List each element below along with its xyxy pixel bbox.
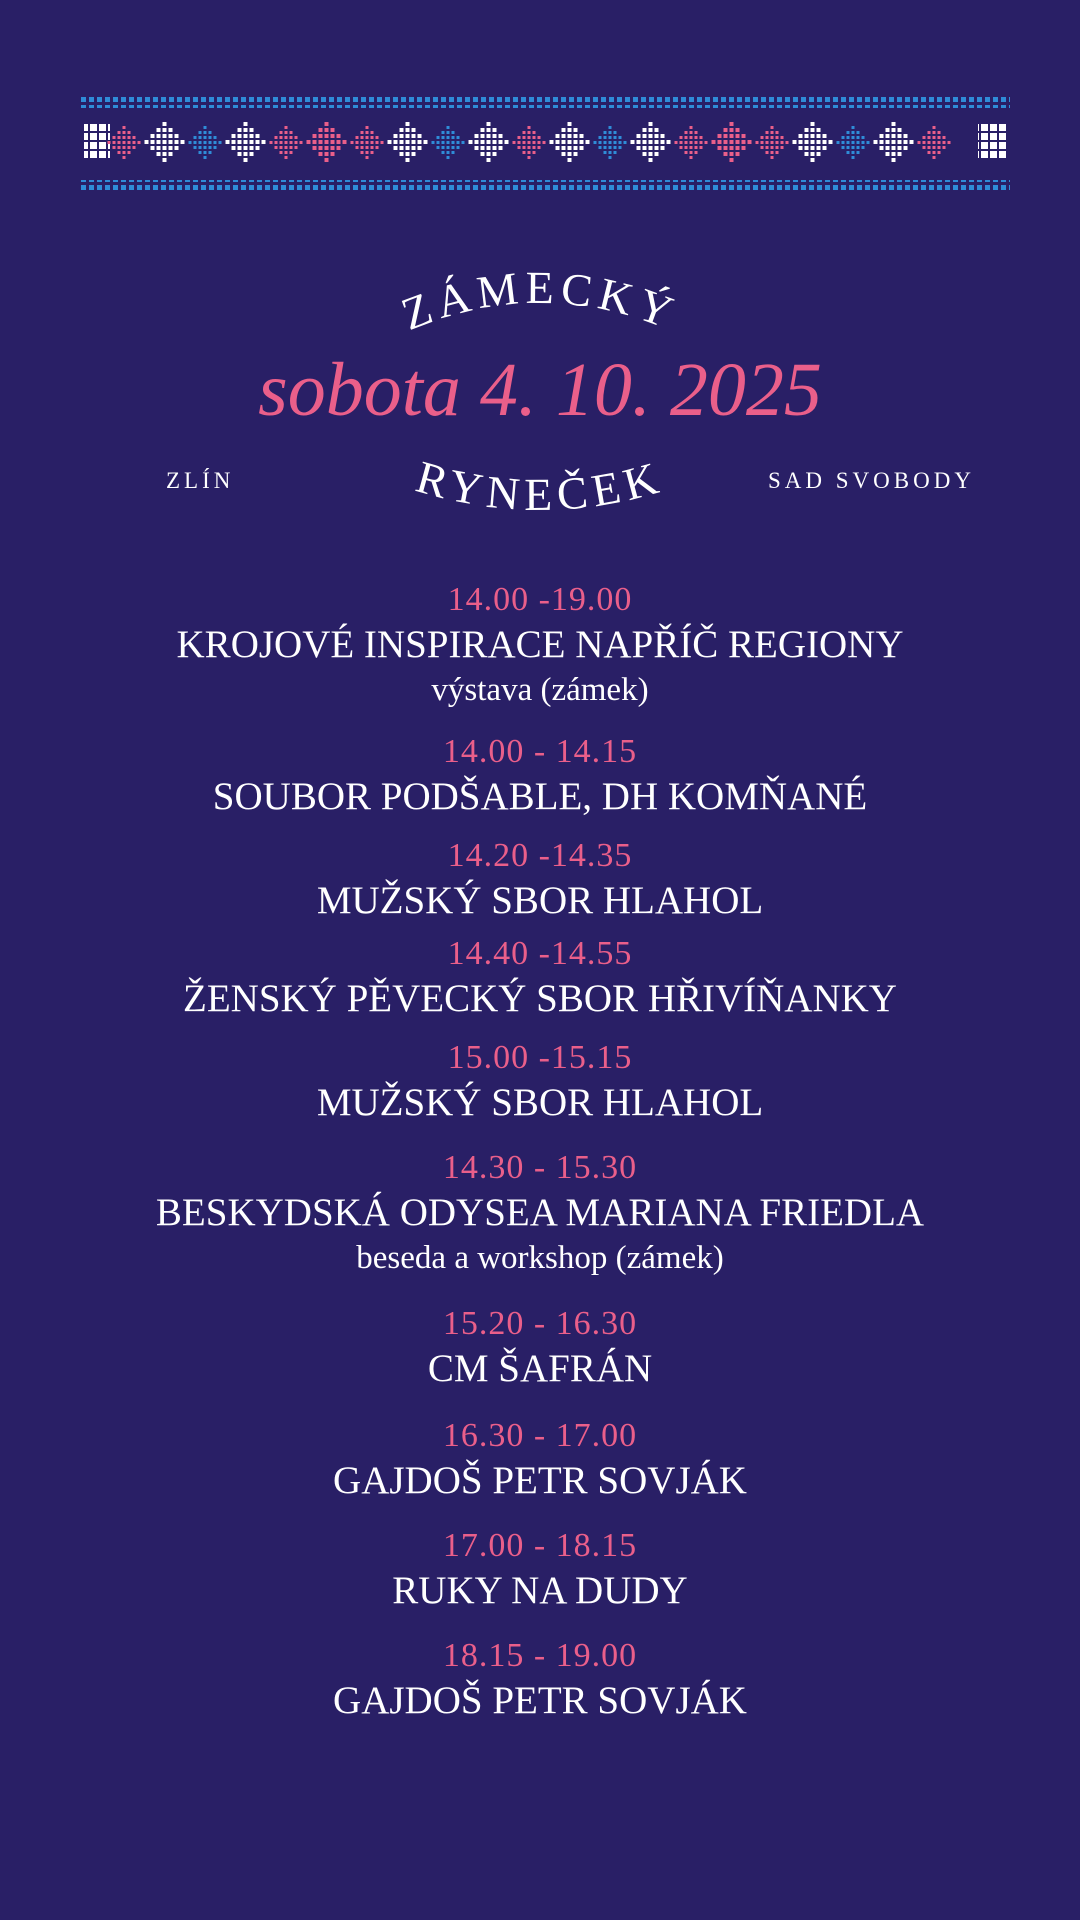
program-time: 15.20 - 16.30 bbox=[442, 1305, 638, 1342]
embroidery-motif-icon bbox=[631, 122, 671, 162]
program-note: výstava (zámek) bbox=[431, 672, 649, 708]
embroidery-motif-icon bbox=[108, 126, 141, 159]
title-bottom-text: RYNEČEK bbox=[410, 450, 669, 521]
program-title: RUKY NA DUDY bbox=[392, 1569, 688, 1612]
venue-label: SAD SVOBODY bbox=[768, 468, 975, 493]
embroidery-motif-icon bbox=[837, 126, 870, 159]
program-time: 14.30 - 15.30 bbox=[442, 1149, 638, 1186]
embroidery-motif-icon bbox=[513, 126, 546, 159]
program-title: GAJDOŠ PETR SOVJÁK bbox=[333, 1679, 747, 1722]
program-title: ŽENSKÝ PĚVECKÝ SBOR HŘIVÍŇANKY bbox=[183, 977, 897, 1020]
program-time: 16.30 - 17.00 bbox=[442, 1417, 638, 1454]
embroidery-motif-icon bbox=[675, 126, 708, 159]
city-label: ZLÍN bbox=[166, 468, 235, 493]
program-time: 14.00 -19.00 bbox=[447, 581, 633, 618]
program-time: 18.15 - 19.00 bbox=[442, 1637, 638, 1674]
program-item bbox=[0, 932, 1080, 1022]
event-date: sobota 4. 10. 2025 bbox=[258, 348, 822, 432]
embroidery-motif-icon bbox=[270, 126, 303, 159]
program-time: 14.00 - 14.15 bbox=[442, 733, 638, 770]
title-top-text: ZÁMECKÝ bbox=[394, 261, 686, 340]
program-title: GAJDOŠ PETR SOVJÁK bbox=[333, 1459, 747, 1502]
program-time: 15.00 -15.15 bbox=[447, 1039, 633, 1076]
program-item bbox=[0, 730, 1080, 820]
program-item bbox=[0, 1414, 1080, 1504]
embroidery-motif-icon bbox=[594, 126, 627, 159]
embroidery-motif-icon bbox=[307, 122, 347, 162]
program-time: 14.20 -14.35 bbox=[447, 837, 633, 874]
embroidery-motif-icon bbox=[189, 126, 222, 159]
embroidery-motif-icon bbox=[712, 122, 752, 162]
program-item bbox=[0, 578, 1080, 712]
embroidery-motif-icon bbox=[469, 122, 509, 162]
embroidery-motif-icon bbox=[226, 122, 266, 162]
embroidery-motif-icon bbox=[432, 126, 465, 159]
program-note: beseda a workshop (zámek) bbox=[356, 1240, 724, 1276]
embroidery-motif-icon bbox=[388, 122, 428, 162]
folk-embroidery-border-icon bbox=[80, 96, 1010, 192]
program-title: KROJOVÉ INSPIRACE NAPŘÍČ REGIONY bbox=[176, 623, 904, 666]
embroidery-motif-icon bbox=[550, 122, 590, 162]
svg-text:RYNEČEK bbox=[411, 451, 669, 520]
embroidery-motif-icon bbox=[145, 122, 185, 162]
program-time: 17.00 - 18.15 bbox=[442, 1527, 638, 1564]
svg-text:ZÁMECKÝ bbox=[395, 262, 685, 340]
program-time: 14.40 -14.55 bbox=[447, 935, 633, 972]
program-item bbox=[0, 1036, 1080, 1126]
title-bottom-arc bbox=[300, 440, 780, 560]
program-title: CM ŠAFRÁN bbox=[427, 1347, 653, 1390]
program-title: SOUBOR PODŠABLE, DH KOMŇANÉ bbox=[212, 775, 868, 818]
program-item bbox=[0, 1302, 1080, 1392]
program-item bbox=[0, 1146, 1080, 1280]
program-item bbox=[0, 1524, 1080, 1614]
embroidery-motif-icon bbox=[918, 126, 951, 159]
program-title: BESKYDSKÁ ODYSEA MARIANA FRIEDLA bbox=[155, 1191, 925, 1234]
embroidery-motif-icon bbox=[351, 126, 384, 159]
embroidery-motif-icon bbox=[793, 122, 833, 162]
program-title: MUŽSKÝ SBOR HLAHOL bbox=[316, 879, 764, 922]
program-item bbox=[0, 834, 1080, 924]
program-item bbox=[0, 1634, 1080, 1724]
embroidery-motif-icon bbox=[756, 126, 789, 159]
program-title: MUŽSKÝ SBOR HLAHOL bbox=[316, 1081, 764, 1124]
embroidery-motif-icon bbox=[874, 122, 914, 162]
